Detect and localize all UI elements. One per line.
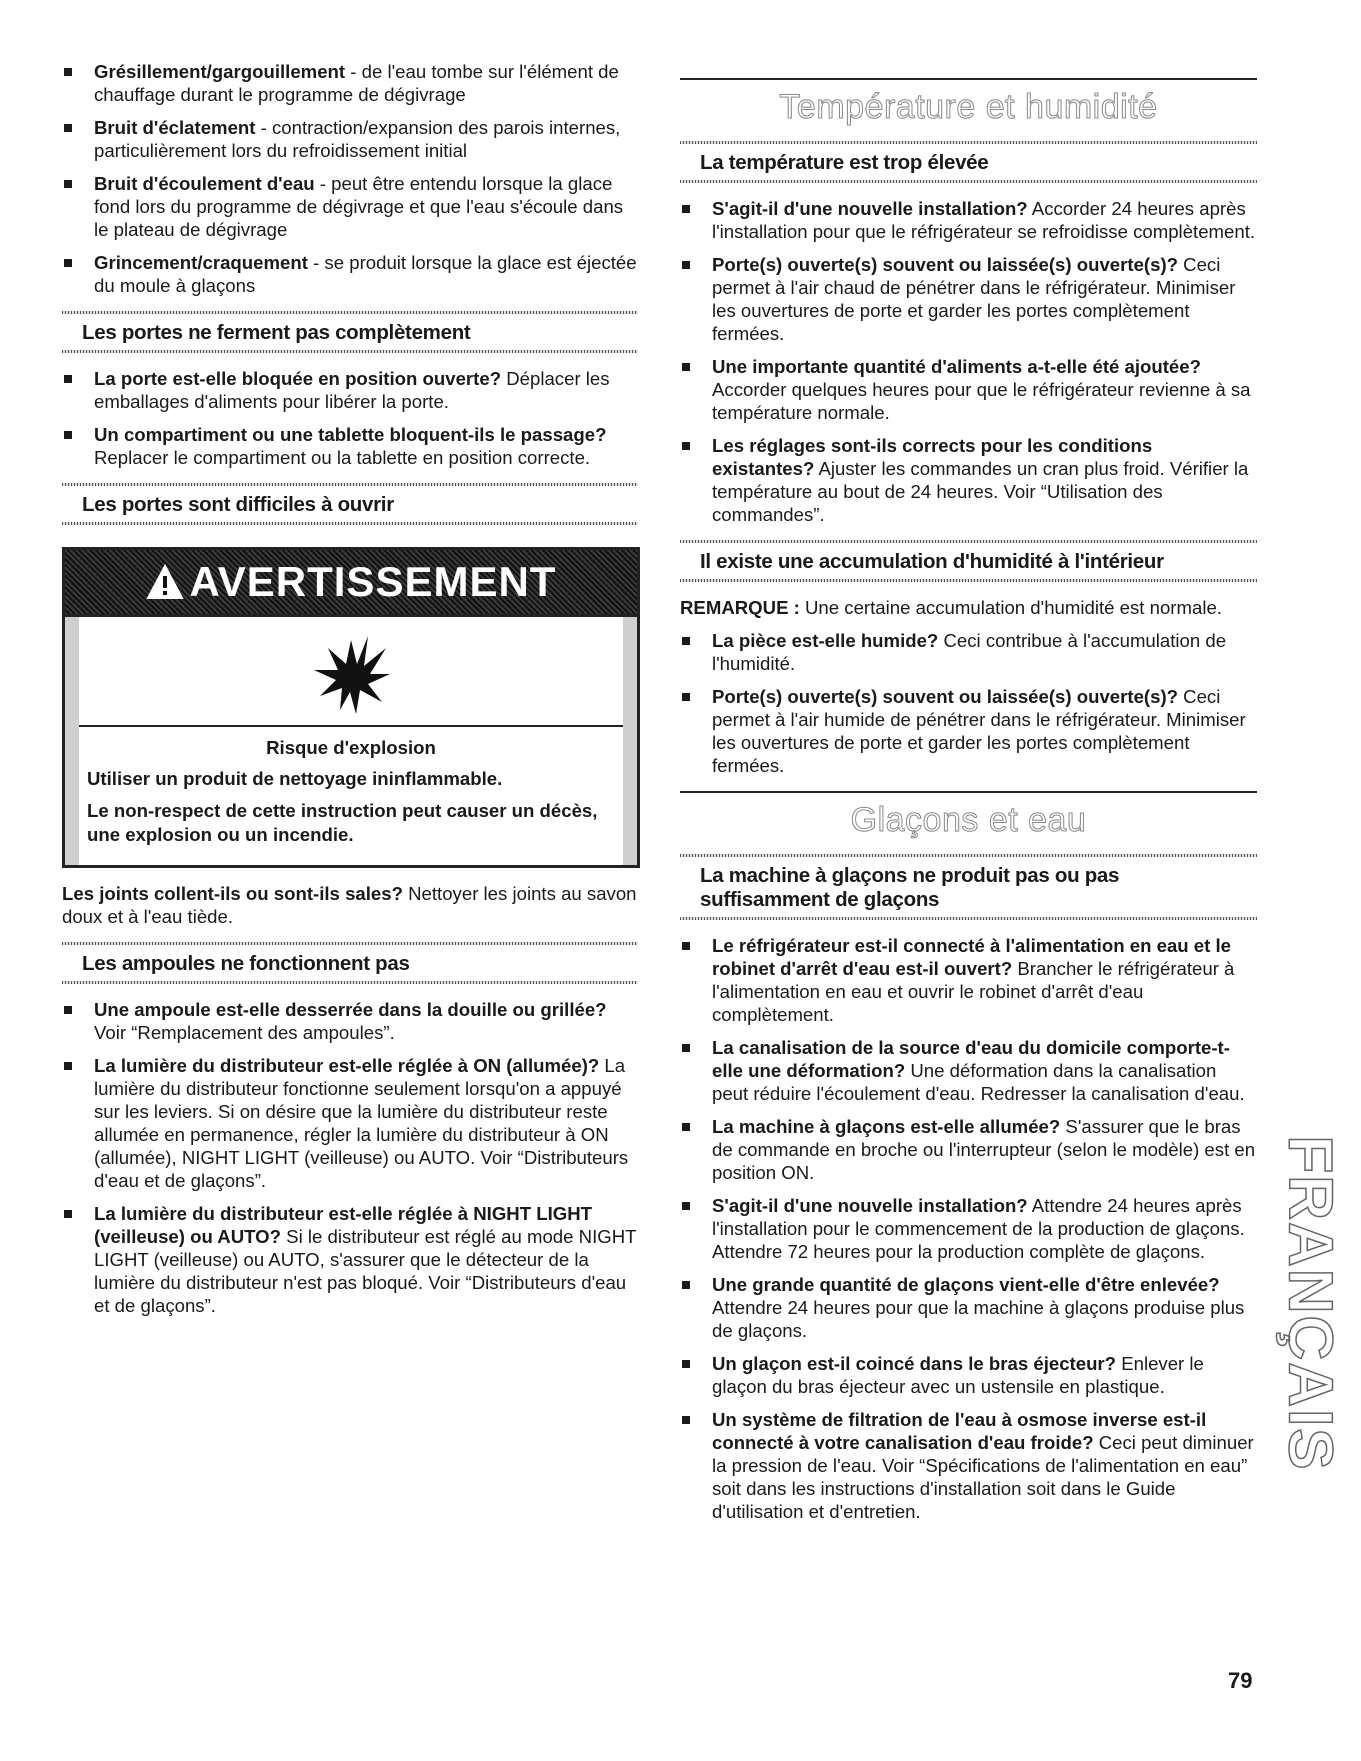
warning-box [62,547,640,868]
bulbs-list [62,998,638,1317]
moisture-heading: Il existe une accumulation d'humidité à l'intérieur [680,540,1257,582]
warning-title: AVERTISSEMENT [189,558,557,605]
left-column [62,60,638,1327]
list-item: Bruit d'éclatement - contraction/expansion des parois internes, particulièrement lors du refroidissement initial [62,116,638,162]
list-item: La pièce est-elle humide? Ceci contribue à l'accumulation de l'humidité. [680,629,1257,675]
gaskets-paragraph: Les joints collent-ils ou sont-ils sales? Nettoyer les joints au savon doux et à l'eau tiède. [62,883,637,927]
language-side-tab: FRANÇAIS [1275,1134,1345,1472]
list-item: La porte est-elle bloquée en position ouverte? Déplacer les emballages d'aliments pour libérer la porte. [62,367,638,413]
too-warm-heading: La température est trop élevée [680,141,1257,183]
doors-not-closing-heading: Les portes ne ferment pas complètement [62,311,638,353]
noise-list [62,60,638,297]
ice-maker-list [680,934,1257,1523]
list-item: Bruit d'écoulement d'eau - peut être entendu lorsque la glace fond lors du programme de dégivrage et que l'eau s'écoule dans le plateau de dégivrage [62,172,638,241]
list-item: Un compartiment ou une tablette bloquent-ils le passage? Replacer le compartiment ou la tablette en position correcte. [62,423,638,469]
section-rule [680,791,1257,793]
list-item: La lumière du distributeur est-elle réglée à ON (allumée)? La lumière du distributeur fonctionne seulement lorsqu'on a appuyé sur les leviers. Si on désire que la lumière du distributeur reste allumée en permanence, régler la lumière du distributeur à ON (allumée), NIGHT LIGHT (veilleuse) ou AUTO. Voir “Distributeurs d'eau et de glaçons”. [62,1054,638,1192]
list-item: S'agit-il d'une nouvelle installation? Attendre 24 heures après l'installation pour le commencement de la production de glaçons. Attendre 72 heures pour la production complète de glaçons. [680,1194,1257,1263]
list-item: La lumière du distributeur est-elle réglée à NIGHT LIGHT (veilleuse) ou AUTO? Si le distributeur est réglé au mode NIGHT LIGHT (veilleuse) ou AUTO, s'assurer que le détecteur de la lumière du distributeur n'est pas bloqué. Voir “Distributeurs d'eau et de glaçons”. [62,1202,638,1317]
page-number: 79 [1228,1668,1253,1693]
list-item: Grincement/craquement - se produit lorsque la glace est éjectée du moule à glaçons [62,251,638,297]
ice-maker-heading: La machine à glaçons ne produit pas ou pas suffisamment de glaçons [680,854,1257,920]
section-rule [680,78,1257,80]
temperature-section-title: Température et humidité [779,88,1158,126]
warning-line-2: Le non-respect de cette instruction peut causer un décès, une explosion ou un incendie. [87,800,598,845]
explosion-icon [306,630,396,720]
moisture-note: REMARQUE : Une certaine accumulation d'humidité est normale. [680,597,1222,618]
warning-caption: Risque d'explosion [266,737,436,758]
list-item: Une importante quantité d'aliments a-t-elle été ajoutée? Accorder quelques heures pour que le réfrigérateur revienne à sa température normale. [680,355,1257,424]
list-item: Un glaçon est-il coincé dans le bras éjecteur? Enlever le glaçon du bras éjecteur avec un ustensile en plastique. [680,1352,1257,1398]
list-item: S'agit-il d'une nouvelle installation? Accorder 24 heures après l'installation pour que le réfrigérateur se refroidisse complètement. [680,197,1257,243]
list-item: Grésillement/gargouillement - de l'eau tombe sur l'élément de chauffage durant le programme de dégivrage [62,60,638,106]
list-item: Un système de filtration de l'eau à osmose inverse est-il connecté à votre canalisation d'eau froide? Ceci peut diminuer la pression de l'eau. Voir “Spécifications de l'alimentation en eau” soit dans les instructions d'installation soit dans le Guide d'utilisation et d'entretien. [680,1408,1257,1523]
list-item: Porte(s) ouverte(s) souvent ou laissée(s) ouverte(s)? Ceci permet à l'air humide de pénétrer dans le réfrigérateur. Minimiser les ouvertures de porte et garder les portes complètement fermées. [680,685,1257,777]
ice-section-title: Glaçons et eau [850,801,1087,839]
list-item: Une ampoule est-elle desserrée dans la douille ou grillée? Voir “Remplacement des ampoules”. [62,998,638,1044]
list-item: Le réfrigérateur est-il connecté à l'alimentation en eau et le robinet d'arrêt d'eau est-il ouvert? Brancher le réfrigérateur à l'alimentation en eau et ouvrir le robinet d'arrêt d'eau complètement. [680,934,1257,1026]
list-item: La canalisation de la source d'eau du domicile comporte-t-elle une déformation? Une déformation dans la canalisation peut réduire l'écoulement d'eau. Redresser la canalisation d'eau. [680,1036,1257,1105]
doors-hard-heading: Les portes sont difficiles à ouvrir [62,483,638,525]
list-item: Une grande quantité de glaçons vient-elle d'être enlevée? Attendre 24 heures pour que la machine à glaçons produise plus de glaçons. [680,1273,1257,1342]
warning-triangle-icon [146,564,184,600]
warning-body [65,617,637,865]
moisture-list [680,629,1257,777]
list-item: Les réglages sont-ils corrects pour les conditions existantes? Ajuster les commandes un cran plus froid. Vérifier la température au bout de 24 heures. Voir “Utilisation des commandes”. [680,434,1257,526]
warning-banner [65,550,637,617]
doors-not-closing-list [62,367,638,469]
bulbs-heading: Les ampoules ne fonctionnent pas [62,942,638,984]
too-warm-list [680,197,1257,526]
right-column [680,78,1257,1533]
list-item: Porte(s) ouverte(s) souvent ou laissée(s) ouverte(s)? Ceci permet à l'air chaud de pénétrer dans le réfrigérateur. Minimiser les ouvertures de porte et garder les portes complètement fermées. [680,253,1257,345]
list-item: La machine à glaçons est-elle allumée? S'assurer que le bras de commande en broche ou l'interrupteur (selon le modèle) est en position ON. [680,1115,1257,1184]
warning-line-1: Utiliser un produit de nettoyage ininflammable. [87,768,503,789]
explosion-icon-wrap [79,625,623,727]
